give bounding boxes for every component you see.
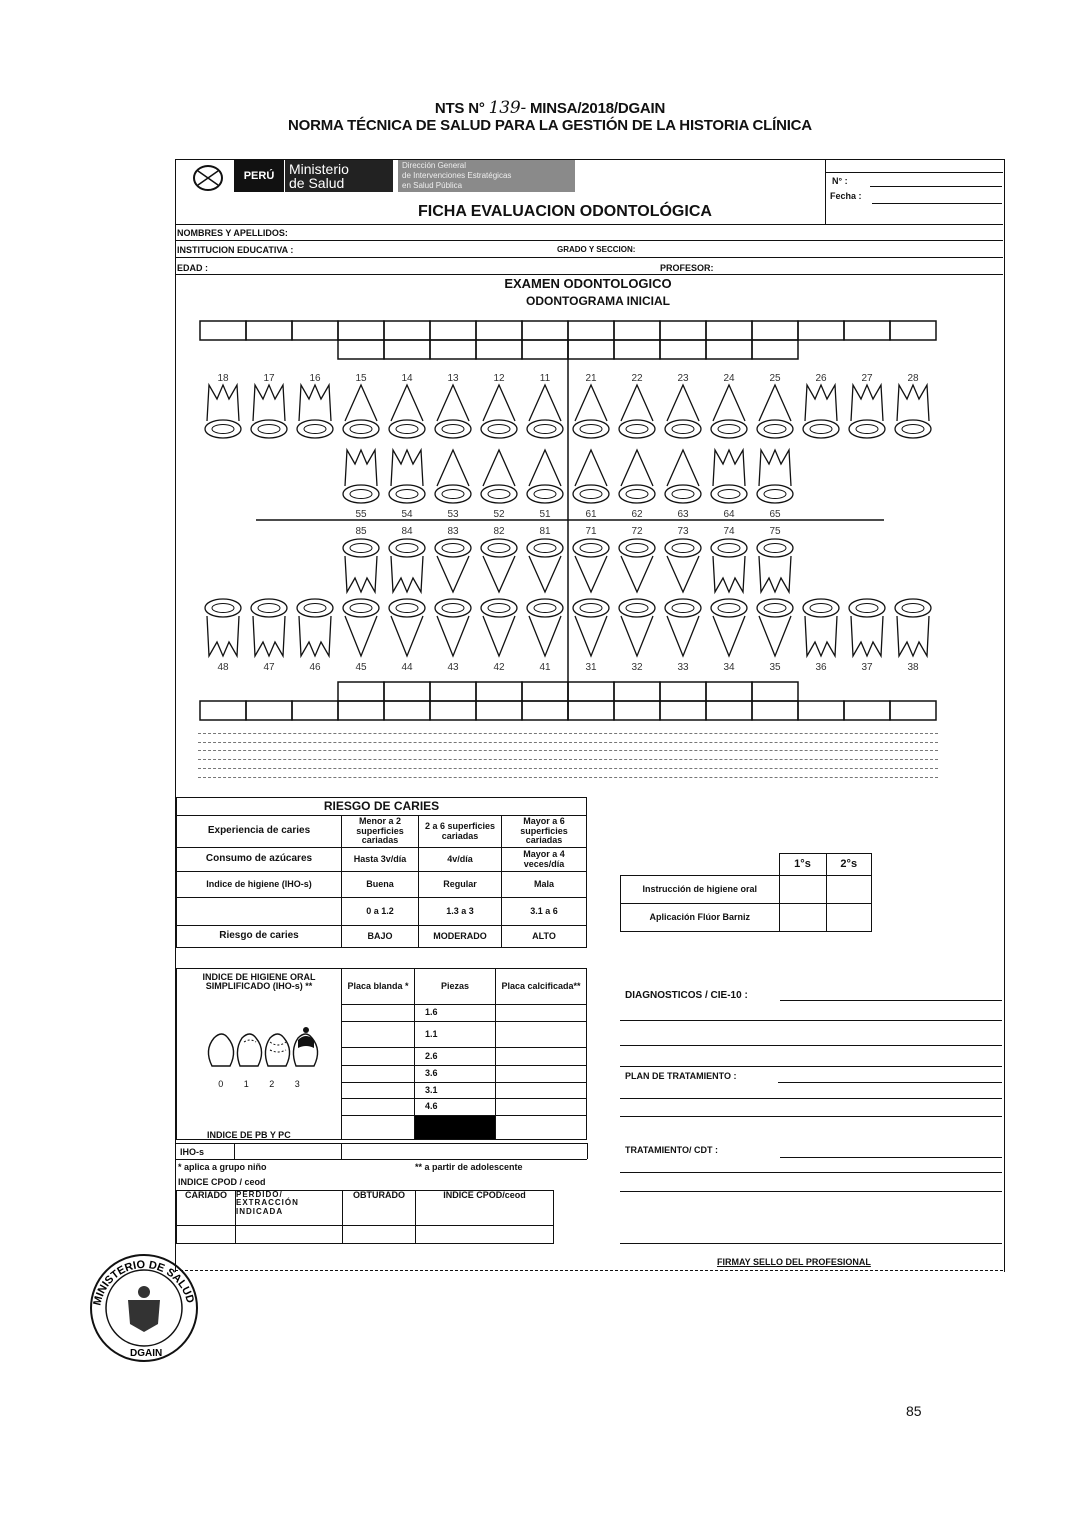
tooth-icon[interactable] [757, 450, 793, 503]
odontogram-box [798, 321, 844, 340]
tooth-number: 48 [217, 662, 229, 673]
odontogram-box [568, 321, 614, 340]
tooth-icon[interactable] [205, 385, 241, 438]
tooth-number: 43 [447, 662, 459, 673]
tooth-number: 73 [677, 526, 689, 537]
tooth-number: 15 [355, 373, 367, 384]
odontogram-box [614, 321, 660, 340]
tooth-number: 11 [539, 373, 551, 384]
tooth-icon[interactable] [527, 599, 563, 656]
odontogram-box [568, 340, 614, 359]
tooth-icon[interactable] [481, 385, 517, 438]
tooth-icon[interactable] [711, 539, 747, 592]
tooth-icon[interactable] [343, 385, 379, 438]
page-number: 85 [906, 1403, 922, 1419]
tooth-number: 54 [401, 509, 413, 520]
odontogram-box [522, 321, 568, 340]
nombres-label: NOMBRES Y APELLIDOS: [177, 228, 288, 238]
tooth-number: 47 [263, 662, 275, 673]
tooth-number: 55 [355, 509, 367, 520]
tooth-icon[interactable] [435, 385, 471, 438]
odontogram-box [292, 701, 338, 720]
tooth-number: 72 [631, 526, 643, 537]
tooth-icon[interactable] [251, 599, 287, 656]
odontogram-box [844, 701, 890, 720]
tooth-number: 37 [861, 662, 873, 673]
tooth-number: 62 [631, 509, 643, 520]
odontogram-box [338, 701, 384, 720]
odontogram-box [706, 340, 752, 359]
odontogram-box [384, 682, 430, 701]
tooth-icon[interactable] [619, 539, 655, 592]
tooth-icon[interactable] [619, 599, 655, 656]
tooth-icon[interactable] [573, 599, 609, 656]
tooth-icon[interactable] [435, 450, 471, 503]
cpod-label: INDICE CPOD / ceod [178, 1177, 266, 1187]
tooth-number: 32 [631, 662, 643, 673]
tooth-number: 22 [631, 373, 643, 384]
tooth-number: 33 [677, 662, 689, 673]
tooth-icon[interactable] [803, 385, 839, 438]
tooth-number: 71 [585, 526, 597, 537]
tooth-icon[interactable] [343, 450, 379, 503]
tooth-number: 82 [493, 526, 505, 537]
odontogram-box [890, 701, 936, 720]
odontogram-box [798, 701, 844, 720]
tooth-number: 61 [585, 509, 597, 520]
odontogram-box [384, 321, 430, 340]
tooth-icon[interactable] [389, 539, 425, 592]
plan-label: PLAN DE TRATAMIENTO : [625, 1071, 737, 1081]
tooth-icon[interactable] [803, 599, 839, 656]
tooth-icon[interactable] [389, 385, 425, 438]
ihos-label: IHO-s [180, 1147, 205, 1157]
tooth-icon[interactable] [573, 539, 609, 592]
odontogram-box [752, 701, 798, 720]
tooth-number: 74 [723, 526, 735, 537]
odontogram-box [246, 321, 292, 340]
tooth-number: 21 [585, 373, 597, 384]
odontogram-box [292, 321, 338, 340]
odontogram-box [200, 701, 246, 720]
logo-peru: PERÚ [234, 160, 284, 192]
tooth-number: 42 [493, 662, 505, 673]
edad-label: EDAD : [177, 263, 208, 273]
tooth-number: 83 [447, 526, 459, 537]
note-nino: * aplica a grupo niño [178, 1162, 267, 1172]
logo-direccion: Dirección General de Intervenciones Estratégicas en Salud Pública [398, 160, 575, 192]
tooth-icon[interactable] [757, 385, 793, 438]
odontogram-box [430, 701, 476, 720]
tooth-number: 34 [723, 662, 735, 673]
tooth-icon[interactable] [481, 539, 517, 592]
tooth-number: 26 [815, 373, 827, 384]
tooth-number: 17 [263, 373, 275, 384]
tooth-icon[interactable] [435, 599, 471, 656]
tooth-icon[interactable] [573, 385, 609, 438]
tooth-number: 41 [539, 662, 551, 673]
fecha-label: Fecha : [830, 191, 862, 201]
odontogram-box [706, 701, 752, 720]
tooth-number: 45 [355, 662, 367, 673]
odontogram-box [338, 340, 384, 359]
tooth-icon[interactable] [849, 599, 885, 656]
tooth-number: 25 [769, 373, 781, 384]
odontogram-box [384, 340, 430, 359]
fluor-table: 1°s 2°s Instrucción de higiene oral Aplicación Flúor Barniz [620, 853, 872, 932]
diagnosticos-label: DIAGNOSTICOS / CIE-10 : [625, 990, 748, 1001]
odontogram-box [430, 321, 476, 340]
cpod-table: CARIADO PERDIDO/ EXTRACCIÓN INDICADA OBTURADO INDICE CPOD/ceod [176, 1190, 554, 1244]
odontogram-box [752, 321, 798, 340]
tooth-icon[interactable] [849, 385, 885, 438]
tooth-plaque-scale-icon [194, 1020, 324, 1080]
tooth-number: 13 [447, 373, 459, 384]
odontogram-box [568, 682, 614, 701]
document-subtitle: NORMA TÉCNICA DE SALUD PARA LA GESTIÓN DE LA HISTORIA CLÍNICA [288, 117, 812, 134]
odontogram-box [614, 701, 660, 720]
odontogram-box [430, 682, 476, 701]
tooth-icon[interactable] [711, 599, 747, 656]
number-label: N° : [832, 176, 848, 186]
tooth-icon[interactable] [389, 599, 425, 656]
odontogram-box [568, 701, 614, 720]
tooth-number: 81 [539, 526, 551, 537]
odontogram-box [338, 321, 384, 340]
grado-label: GRADO Y SECCION: [557, 245, 636, 254]
tooth-number: 44 [401, 662, 413, 673]
tooth-icon[interactable] [711, 450, 747, 503]
tooth-number: 16 [309, 373, 321, 384]
tooth-icon[interactable] [665, 599, 701, 656]
tooth-icon[interactable] [757, 539, 793, 592]
odontogram-box [660, 682, 706, 701]
odontogram-box [476, 321, 522, 340]
tooth-icon[interactable] [297, 599, 333, 656]
tooth-number: 36 [815, 662, 827, 673]
odontogram-box [522, 682, 568, 701]
tooth-number: 65 [769, 509, 781, 520]
tooth-icon[interactable] [435, 539, 471, 592]
svg-text:MINISTERIO DE SALUD: MINISTERIO DE SALUD [91, 1258, 197, 1307]
odontogram-box [338, 682, 384, 701]
tooth-number: 84 [401, 526, 413, 537]
tooth-icon[interactable] [297, 385, 333, 438]
odontogram-box [522, 701, 568, 720]
tratamiento-label: TRATAMIENTO/ CDT : [625, 1145, 718, 1155]
tooth-number: 46 [309, 662, 321, 673]
tooth-icon[interactable] [895, 385, 931, 438]
tooth-number: 24 [723, 373, 735, 384]
odontogram-box [890, 321, 936, 340]
note-adolescente: ** a partir de adolescente [415, 1162, 523, 1172]
tooth-number: 64 [723, 509, 735, 520]
tooth-number: 35 [769, 662, 781, 673]
odontogram-box [614, 340, 660, 359]
tooth-icon[interactable] [527, 539, 563, 592]
tooth-icon[interactable] [711, 385, 747, 438]
tooth-number: 27 [861, 373, 873, 384]
odontogram-box [246, 701, 292, 720]
tooth-number: 18 [217, 373, 229, 384]
odontogram-box [660, 321, 706, 340]
odontogram-box [200, 321, 246, 340]
logo-ministerio: Ministerio de Salud [285, 160, 393, 192]
odontogram-box [706, 321, 752, 340]
tooth-icon[interactable] [895, 599, 931, 656]
tooth-number: 75 [769, 526, 781, 537]
tooth-number: 63 [677, 509, 689, 520]
odontogram-box [752, 340, 798, 359]
tooth-icon[interactable] [205, 599, 241, 656]
odontogram-box [476, 340, 522, 359]
tooth-number: 28 [907, 373, 919, 384]
tooth-icon[interactable] [481, 450, 517, 503]
odontogram-box [476, 682, 522, 701]
riesgo-caries-table: RIESGO DE CARIES Experiencia de caries Menor a 2 superficies cariadas 2 a 6 superficies cariadas Mayor a 6 superficies cariadas Consumo de azúcares Hasta 3v/día 4v/día Mayor a 4 veces/día Indice de higiene (IHO-s) Buena Regular Mala 0 a 1.2 1.3 a 3 3.1 a 6 Riesgo de caries BAJO MODERADO ALTO [176, 797, 587, 948]
tooth-number: 14 [401, 373, 413, 384]
odontograma-title: ODONTOGRAMA INICIAL [526, 294, 670, 308]
odontogram-box [660, 701, 706, 720]
tooth-icon[interactable] [573, 450, 609, 503]
svg-text:DGAIN: DGAIN [130, 1348, 163, 1359]
tooth-number: 52 [493, 509, 505, 520]
tooth-icon[interactable] [757, 599, 793, 656]
tooth-icon[interactable] [527, 450, 563, 503]
tooth-number: 31 [585, 662, 597, 673]
institucion-label: INSTITUCION EDUCATIVA : [177, 245, 294, 255]
tooth-number: 23 [677, 373, 689, 384]
pb-pc-label: INDICE DE PB Y PC [207, 1130, 291, 1140]
odontogram-box [660, 340, 706, 359]
profesor-label: PROFESOR: [660, 263, 714, 273]
odontogram-box [614, 682, 660, 701]
ministry-seal-stamp [88, 1252, 200, 1364]
tooth-icon[interactable] [251, 385, 287, 438]
tooth-icon[interactable] [389, 450, 425, 503]
tooth-icon[interactable] [665, 450, 701, 503]
tooth-icon[interactable] [481, 599, 517, 656]
tooth-icon[interactable] [343, 539, 379, 592]
odontogram-box [430, 340, 476, 359]
tooth-number: 12 [493, 373, 505, 384]
tooth-icon[interactable] [619, 385, 655, 438]
odontogram-box [522, 340, 568, 359]
form-title: FICHA EVALUACION ODONTOLÓGICA [418, 203, 712, 220]
odontogram-box [844, 321, 890, 340]
firma-label: FIRMAY SELLO DEL PROFESIONAL [717, 1257, 871, 1267]
tooth-number: 85 [355, 526, 367, 537]
handwritten-number: 139- [488, 98, 527, 118]
riesgo-title: RIESGO DE CARIES [177, 798, 587, 816]
tooth-icon[interactable] [527, 385, 563, 438]
tooth-icon[interactable] [343, 599, 379, 656]
document-code: NTS N° 139- MINSA/2018/DGAIN [434, 98, 666, 118]
odontogram-drawing [0, 0, 1080, 740]
tooth-icon[interactable] [619, 450, 655, 503]
examen-title: EXAMEN ODONTOLOGICO [504, 276, 672, 291]
tooth-icon[interactable] [665, 385, 701, 438]
tooth-number: 38 [907, 662, 919, 673]
tooth-icon[interactable] [665, 539, 701, 592]
form-bottom-dashed [175, 1270, 1003, 1271]
ihos-table: INDICE DE HIGIENE ORAL SIMPLIFICADO (IHO-s) ** 0 1 2 3 Placa blanda * Piezas Placa calcificada** 1.6 1.1 2.6 3.6 3.1 4.6 [176, 968, 587, 1140]
odontogram-box [752, 682, 798, 701]
odontogram-box [476, 701, 522, 720]
tooth-number: 51 [539, 509, 551, 520]
odontogram-box [384, 701, 430, 720]
tooth-number: 53 [447, 509, 459, 520]
odontogram-box [706, 682, 752, 701]
